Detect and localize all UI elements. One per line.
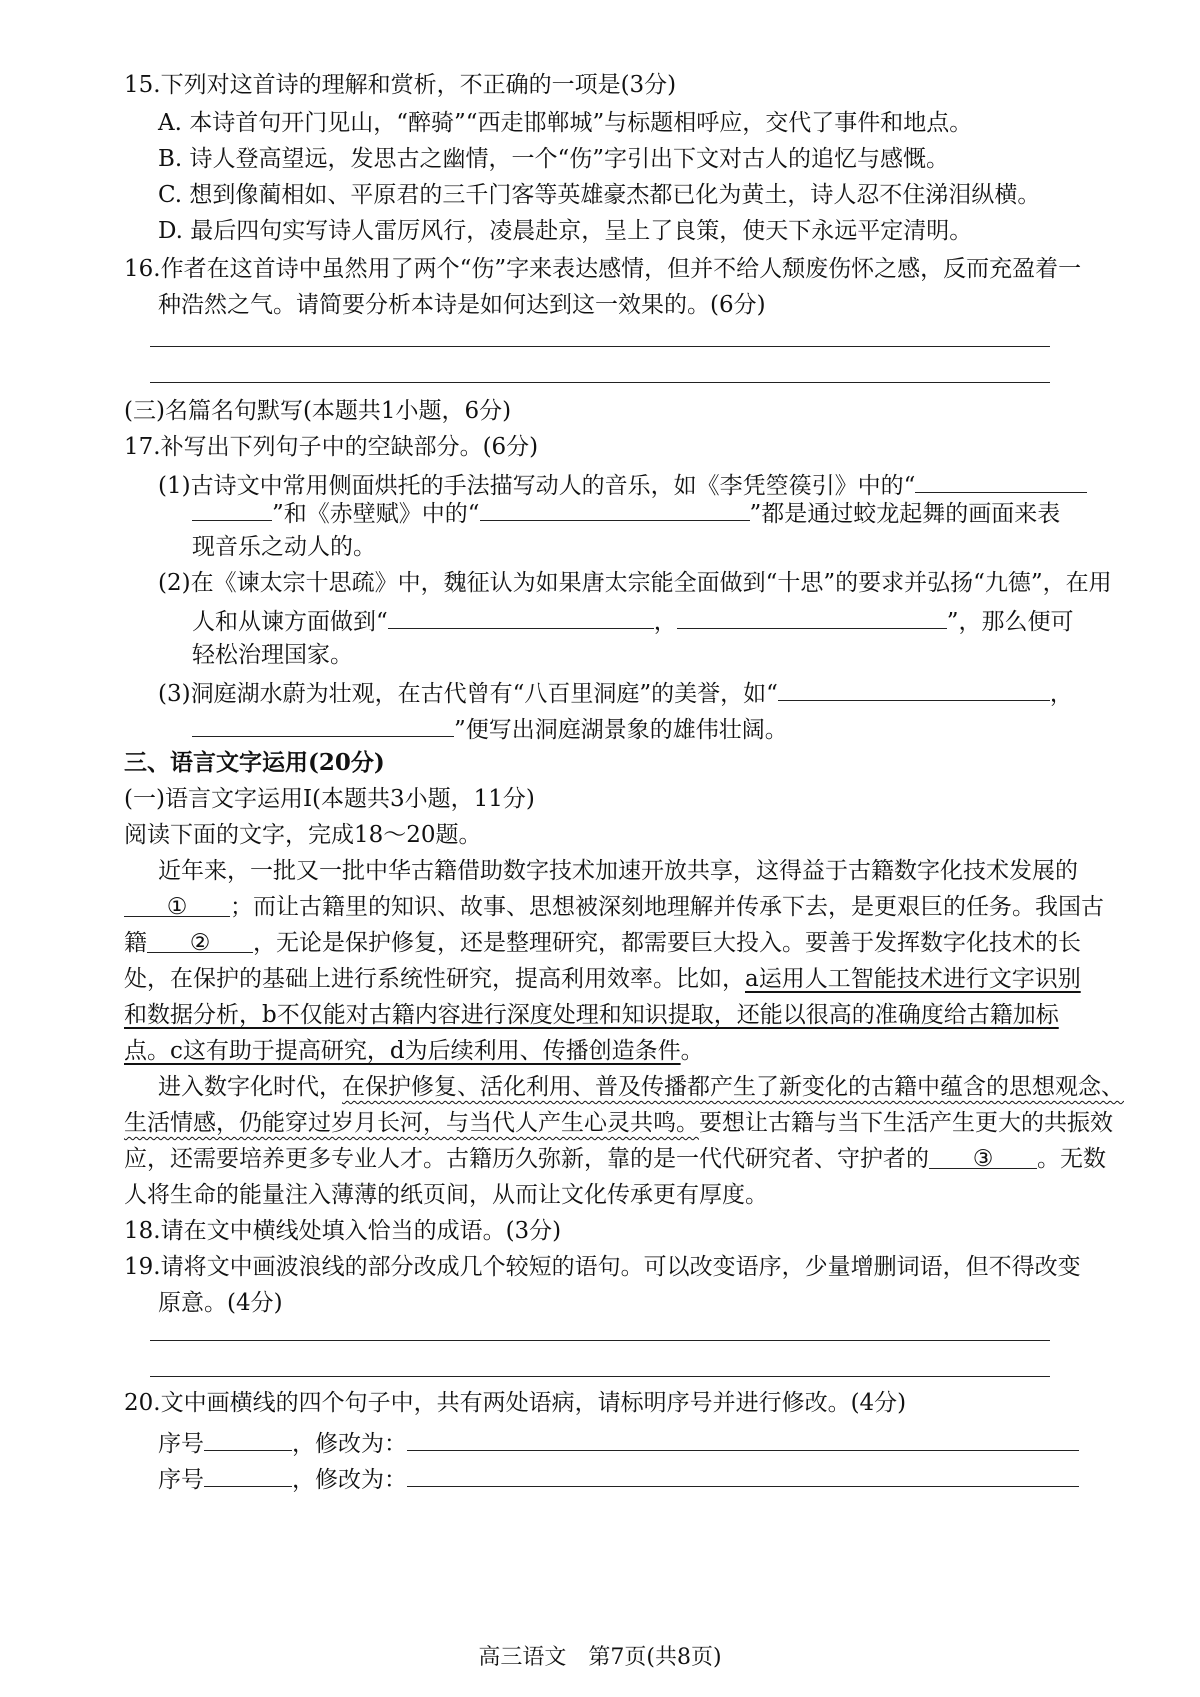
q17-p2-text-c: ，: [653, 609, 677, 635]
q17-p1-text-b: ”和《赤壁赋》中的“: [272, 501, 480, 527]
wavy-line-part-1: 在保护修复、活化利用、普及传播都产生了新变化的古籍中蕴含的思想观念、: [342, 1074, 1124, 1100]
q17-p2-text-e: 轻松治理国家。: [192, 642, 353, 668]
q17-blank-3b[interactable]: [192, 710, 454, 737]
passage-line-4-text-a: 处，在保护的基础上进行系统性研究，提高利用效率。比如，: [124, 966, 745, 992]
wavy-line-part-2: 生活情感，仍能穿过岁月长河，与当代人产生心灵共鸣。: [124, 1110, 699, 1136]
q20-row1-label: 序号: [158, 1431, 204, 1457]
q17-p2-text-a: (2)在《谏太宗十思疏》中，魏征认为如果唐太宗能全面做到“十思”的要求并弘扬“九德”，在用: [158, 570, 1112, 596]
q17-blank-1a[interactable]: [915, 466, 1087, 493]
q19-answer-line-2[interactable]: [150, 1376, 1050, 1377]
q17-stem: 17.补写出下列句子中的空缺部分。(6分): [124, 434, 539, 460]
passage-line-8-text-b: 要想让古籍与当下生活产生更大的共振效: [699, 1110, 1113, 1136]
page-footer: 高三语文 第7页(共8页): [478, 1645, 722, 1670]
q17-p1-text-c: ”都是通过蛟龙起舞的画面来表: [749, 501, 1061, 527]
passage-line-10: 人将生命的能量注入薄薄的纸页间，从而让文化传承更有厚度。: [124, 1182, 768, 1208]
q20-row1-correction-blank[interactable]: [407, 1424, 1079, 1451]
passage-line-7: [158, 1070, 1124, 1104]
q16-line2: 种浩然之气。请简要分析本诗是如何达到这一效果的。(6分): [158, 292, 766, 318]
q17-p2-text-b: 人和从谏方面做到“: [192, 609, 388, 635]
q17-blank-1b[interactable]: [480, 494, 750, 521]
q20-row1-number-blank[interactable]: [204, 1424, 292, 1451]
blank-3-marker: ③: [972, 1146, 994, 1172]
passage-line-2: [124, 890, 1104, 924]
passage-line-1: 近年来，一批又一批中华古籍借助数字技术加速开放共享，这得益于古籍数字化技术发展的: [158, 858, 1078, 884]
q15-option-c: C. 想到像蔺相如、平原君的三千门客等英雄豪杰都已化为黄土，诗人忍不住涕泪纵横。: [158, 182, 1041, 208]
passage-line-9-text-a: 应，还需要培养更多专业人才。古籍历久弥新，靠的是一代代研究者、守护者的: [124, 1146, 929, 1172]
passage-line-8: [124, 1106, 1113, 1140]
blank-1[interactable]: [124, 890, 230, 920]
q17-part3-line2: [192, 710, 788, 747]
q17-part3-line1: [158, 674, 1073, 711]
passage-line-9-text-b: 。无数: [1037, 1146, 1106, 1172]
passage-line-3: [124, 926, 1081, 960]
q19-line1: 19.请将文中画波浪线的部分改成几个较短的语句。可以改变语序，少量增删词语，但不得改变: [124, 1254, 1081, 1280]
reading-instructions: 阅读下面的文字，完成18～20题。: [124, 822, 482, 848]
blank-2[interactable]: [147, 926, 253, 956]
passage-line-7-text-a: 进入数字化时代，: [158, 1074, 342, 1100]
passage-line-4: [124, 962, 1081, 996]
q19-answer-line-1[interactable]: [150, 1340, 1050, 1341]
q20-row1-mid: ，修改为：: [292, 1431, 407, 1457]
q18-stem: 18.请在文中横线处填入恰当的成语。(3分): [124, 1218, 562, 1244]
passage-line-6: [124, 1034, 704, 1068]
q16-line1: 16.作者在这首诗中虽然用了两个“伤”字来表达感情，但并不给人颓废伤怀之感，反而充盈着一: [124, 256, 1082, 282]
underlined-sentence-a: a运用人工智能技术进行文字识别: [745, 966, 1081, 992]
underlined-sentence-b: 和数据分析，b不仅能对古籍内容进行深度处理和知识提取，还能以很高的准确度给古籍加标: [124, 1002, 1059, 1028]
q20-answer-row-1: [158, 1424, 1079, 1461]
q17-p3-text-c: ”便写出洞庭湖景象的雄伟壮阔。: [454, 717, 788, 743]
q17-blank-1a-cont[interactable]: [192, 494, 272, 521]
passage-line-3-text-a: 籍: [124, 930, 147, 956]
passage-line-9: [124, 1142, 1106, 1176]
subsection-heading: (一)语言文字运用Ⅰ(本题共3小题，11分): [124, 786, 535, 812]
q15-option-b: B. 诗人登高望远，发思古之幽情，一个“伤”字引出下文对古人的追忆与感慨。: [158, 146, 950, 172]
q17-part2-line2: [192, 602, 1074, 639]
q16-answer-line-1[interactable]: [150, 346, 1050, 347]
blank-2-marker: ②: [189, 930, 211, 956]
q20-stem: 20.文中画横线的四个句子中，共有两处语病，请标明序号并进行修改。(4分): [124, 1390, 907, 1416]
q17-p3-text-a: (3)洞庭湖水蔚为壮观，在古代曾有“八百里洞庭”的美誉，如“: [158, 681, 778, 707]
part3-heading: 三、语言文字运用(20分): [124, 749, 385, 776]
q15-stem: 15.下列对这首诗的理解和赏析，不正确的一项是(3分): [124, 72, 677, 98]
q17-blank-3a[interactable]: [778, 674, 1050, 701]
q20-row2-mid: ，修改为：: [292, 1467, 407, 1493]
q17-blank-2b[interactable]: [677, 602, 947, 629]
q20-row2-correction-blank[interactable]: [407, 1460, 1079, 1487]
q17-p3-text-b: ，: [1049, 681, 1073, 707]
blank-1-marker: ①: [166, 894, 188, 920]
q17-p1-text-d: 现音乐之动人的。: [192, 534, 376, 560]
section-heading-famous-lines: (三)名篇名句默写(本题共1小题，6分): [124, 398, 512, 424]
q17-part1-line2: [192, 494, 1060, 531]
q16-answer-line-2[interactable]: [150, 382, 1050, 383]
q15-option-a: A. 本诗首句开门见山，“醉骑”“西走邯郸城”与标题相呼应，交代了事件和地点。: [158, 110, 973, 136]
blank-3[interactable]: [929, 1142, 1037, 1172]
q20-answer-row-2: [158, 1460, 1079, 1497]
q19-line2: 原意。(4分): [158, 1290, 283, 1316]
q17-blank-2a[interactable]: [388, 602, 654, 629]
passage-line-3-text-b: ，无论是保护修复，还是整理研究，都需要巨大投入。要善于发挥数字化技术的长: [253, 930, 1081, 956]
q15-option-d: D. 最后四句实写诗人雷厉风行，凌晨赴京，呈上了良策，使天下永远平定清明。: [158, 218, 973, 244]
q17-p2-text-d: ”，那么便可: [946, 609, 1074, 635]
passage-line-2-text: ；而让古籍里的知识、故事、思想被深刻地理解并传承下去，是更艰巨的任务。我国古: [230, 894, 1104, 920]
q20-row2-number-blank[interactable]: [204, 1460, 292, 1487]
underlined-sentences-cd: 点。c这有助于提高研究，d为后续利用、传播创造条件: [124, 1038, 681, 1064]
q17-p1-text-a: (1)古诗文中常用侧面烘托的手法描写动人的音乐，如《李凭箜篌引》中的“: [158, 473, 916, 499]
q20-row2-label: 序号: [158, 1467, 204, 1493]
passage-line-6-end: 。: [680, 1038, 704, 1064]
